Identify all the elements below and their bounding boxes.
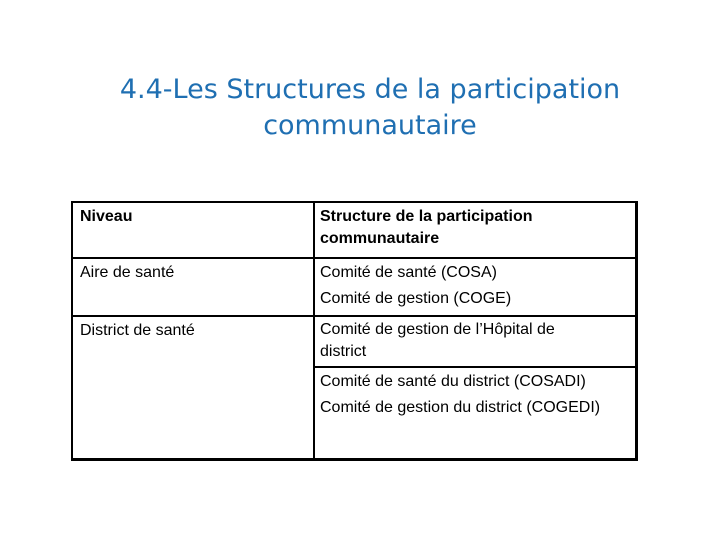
- header-structure-line-2: communautaire: [320, 230, 440, 247]
- row-divider: [73, 257, 635, 259]
- slide-title-line-2: communautaire: [263, 110, 477, 141]
- participation-table: [71, 201, 638, 461]
- structure-coge: Comité de gestion (COGE): [320, 290, 512, 307]
- structure-cosa: Comité de santé (COSA): [320, 264, 497, 281]
- slide-title-line-1: 4.4-Les Structures de la participation: [119, 74, 621, 105]
- structure-cosadi: Comité de santé du district (COSADI): [320, 373, 586, 390]
- structure-cogedi: Comité de gestion du district (COGEDI): [320, 399, 601, 416]
- row-niveau-aire-de-sante: Aire de santé: [80, 264, 175, 281]
- row-divider: [73, 315, 635, 317]
- structure-hopital-line-1: Comité de gestion de l’Hôpital de: [320, 321, 555, 338]
- row-divider: [313, 366, 635, 368]
- column-divider: [313, 203, 315, 458]
- header-structure-line-1: Structure de la participation: [320, 208, 533, 225]
- row-niveau-district-de-sante: District de santé: [80, 322, 195, 339]
- header-niveau: Niveau: [80, 208, 133, 225]
- structure-hopital-line-2: district: [320, 343, 367, 360]
- slide-title: [0, 72, 720, 144]
